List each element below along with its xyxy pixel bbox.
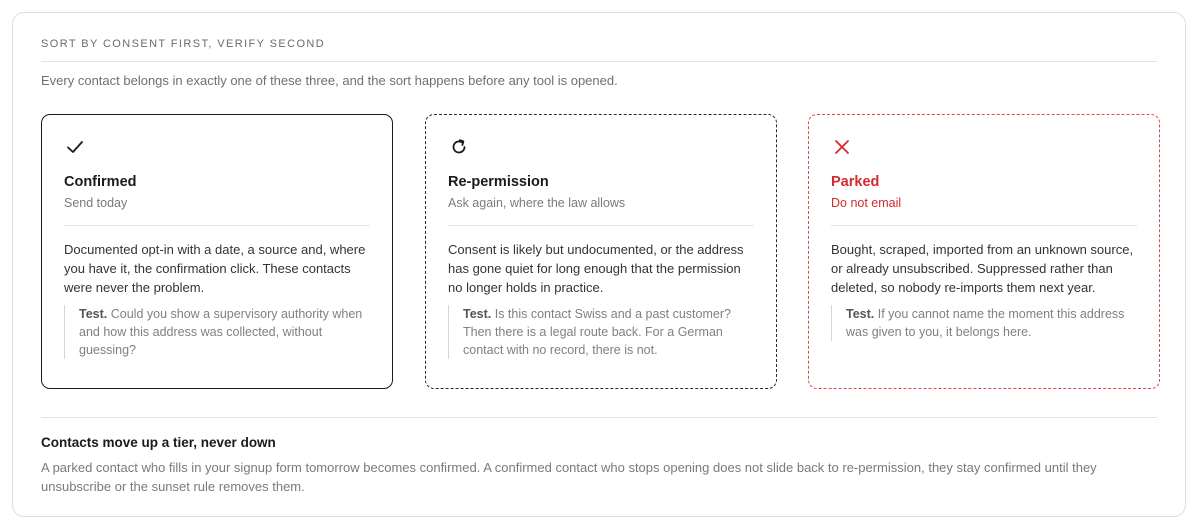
card-title: Re-permission (448, 174, 549, 190)
checkmark-icon (65, 137, 85, 157)
card-divider (448, 225, 754, 226)
card-body: Consent is likely but undocumented, or the address has gone quiet for long enough that the permission no longer holds in practice. (448, 242, 744, 295)
test-text: Could you show a supervisory authority when and how this address was collected, without guessing? (79, 307, 363, 357)
intro-text: Every contact belongs in exactly one of these three, and the sort happens before any tool is opened. (41, 73, 618, 88)
card-divider (64, 225, 370, 226)
consent-sort-panel (12, 12, 1186, 517)
test-label: Test. (846, 307, 875, 321)
card-body: Bought, scraped, imported from an unknown source, or already unsubscribed. Suppressed rather than deleted, so nobody re-imports them next year. (831, 242, 1134, 295)
card-divider (831, 225, 1137, 226)
card-test (831, 305, 1137, 341)
footer-text: A parked contact who fills in your signup form tomorrow becomes confirmed. A confirmed contact who stops opening does not slide back to re-permission, they stay confirmed until they unsubscribe or the sunset rule removes them. (41, 460, 1097, 494)
card-confirmed (41, 114, 393, 389)
section-eyebrow: SORT BY CONSENT FIRST, VERIFY SECOND (41, 38, 326, 50)
card-repermission (425, 114, 777, 389)
card-subtitle: Ask again, where the law allows (448, 196, 626, 210)
card-test (64, 305, 370, 359)
card-title: Parked (831, 174, 880, 190)
card-body: Documented opt-in with a date, a source and, where you have it, the confirmation click. These contacts were never the problem. (64, 242, 366, 295)
refresh-icon (449, 137, 469, 157)
bottom-divider (41, 417, 1157, 418)
test-text: If you cannot name the moment this address was given to you, it belongs here. (846, 307, 1125, 339)
card-parked (808, 114, 1160, 389)
card-subtitle: Do not email (831, 196, 902, 210)
card-subtitle: Send today (64, 196, 128, 210)
close-icon (832, 137, 852, 157)
top-divider (41, 61, 1157, 62)
card-title: Confirmed (64, 174, 137, 190)
card-test (448, 305, 754, 359)
test-label: Test. (463, 307, 492, 321)
footer-title: Contacts move up a tier, never down (41, 435, 276, 450)
test-label: Test. (79, 307, 108, 321)
test-text: Is this contact Swiss and a past customer? Then there is a legal route back. For a German contact with no record, there is not. (463, 307, 731, 357)
